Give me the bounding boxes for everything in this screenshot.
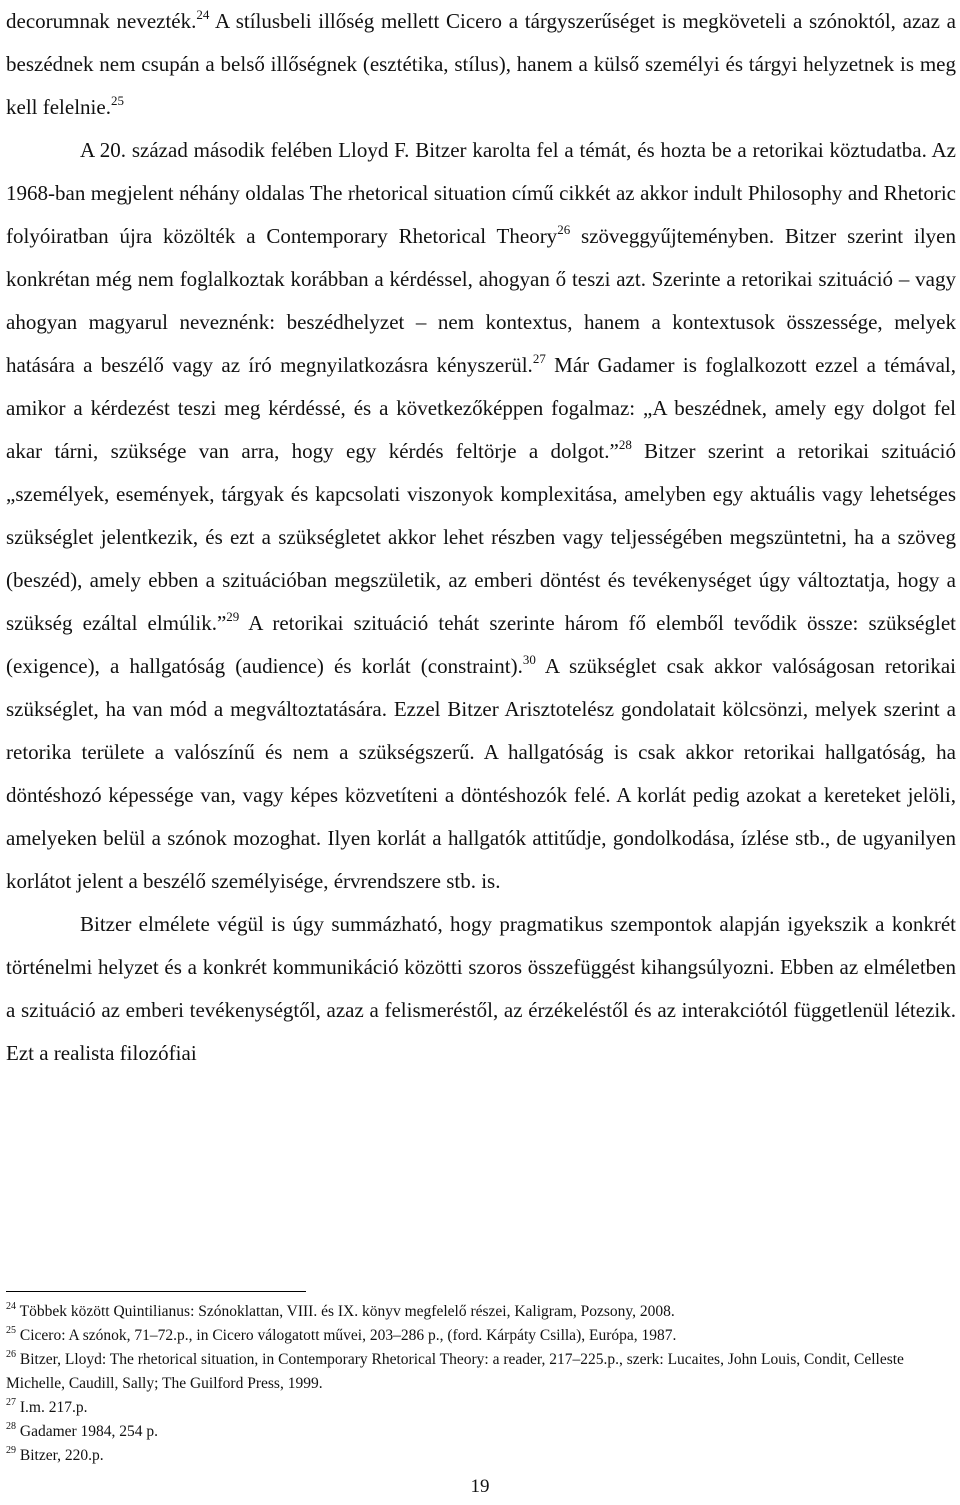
footnote: [6, 1300, 956, 1324]
paragraph-text: szöveggyűjteményben. Bitzer szerint ilyen konkrétan még nem foglalkoztak korábban a kérdéssel, ahogyan ő teszi azt. Szerinte a retorikai szituáció – vagy ahogyan magyarul neveznénk: beszédhelyzet – nem kontextus, hanem a kontextusok összessége, melyek hatására a beszélő vagy az író megnyilatkozásra kényszerül.: [6, 224, 956, 377]
paragraph: [6, 129, 956, 903]
paragraph-text: A 20. század második felében Lloyd F. Bitzer karolta fel a témát, és hozta be a retorikai köztudatba. Az 1968-ban megjelent néhány oldalas The rhetorical situation című cikkét az akkor indult Philosophy and Rhetoric folyóiratban újra közölték a Contemporary Rhetorical Theory: [6, 138, 956, 248]
footnote-reference: 24: [196, 7, 210, 22]
footnote-reference: 29: [226, 609, 240, 624]
paragraph-text: decorumnak nevezték.: [6, 9, 197, 33]
paragraph-text: A retorikai szituáció tehát szerinte három fő elemből tevődik össze: szükséglet (exigence), a hallgatóság (audience) és korlát (constraint).: [6, 611, 956, 678]
footnote-reference: 26: [557, 222, 571, 237]
page-number: 19: [470, 1476, 490, 1497]
footnote-number: 25: [6, 1324, 16, 1336]
footnote-reference: 28: [618, 437, 632, 452]
paragraph-text: Bitzer szerint a retorikai szituáció „személyek, események, tárgyak és kapcsolati viszonyok komplexitása, amelyben egy aktuális vagy lehetséges szükséglet jelentkezik, és ezt a szükségletet akkor lehet részben vagy teljességében megszüntetni, ha a szöveg (beszéd), amely ebben a szituációban megszületik, az emberi döntést és tevékenységet úgy változtatja, hogy a szükség ezáltal elmúlik.”: [6, 439, 956, 635]
footnote-reference: 30: [522, 652, 536, 667]
footnote: [6, 1396, 956, 1420]
footnote: [6, 1444, 956, 1468]
footnote-text: Bitzer, 220.p.: [19, 1447, 104, 1464]
footnote-reference: 27: [532, 351, 546, 366]
footnote: [6, 1420, 956, 1444]
footnote: [6, 1324, 956, 1348]
footnote: [6, 1348, 956, 1396]
paragraph: [6, 903, 956, 1075]
paragraph-text: Már Gadamer is foglalkozott ezzel a témával, amikor a kérdezést teszi meg kérdéssé, és a következőképpen fogalmaz: „A beszédnek, amely egy dolgot fel akar tárni, szüksége van arra, hogy egy kérdés feltörje a dolgot.”: [6, 353, 957, 463]
footnote-reference: 25: [110, 93, 124, 108]
footnote-text: Bitzer, Lloyd: The rhetorical situation, in Contemporary Rhetorical Theory: a reader, 217–225.p., szerk: Lucaites, John Louis, Condit, Celleste Michelle, Caudill, Sally; The Guilford Press, 1999.: [6, 1351, 904, 1392]
footnote-number: 24: [6, 1300, 16, 1312]
footnote-number: 29: [6, 1444, 16, 1456]
footnote-number: 28: [6, 1420, 16, 1432]
footnote-text: I.m. 217.p.: [19, 1399, 88, 1416]
footnote-number: 26: [6, 1348, 16, 1360]
footnote-text: Cicero: A szónok, 71–72.p., in Cicero válogatott művei, 203–286 p., (ford. Kárpáty Csilla), Európa, 1987.: [19, 1327, 677, 1344]
footnotes: [6, 1300, 956, 1468]
paragraph: [6, 0, 956, 129]
footnote-number: 27: [6, 1396, 16, 1408]
footnote-separator: [6, 1291, 306, 1292]
paragraph-text: Bitzer elmélete végül is úgy summázható, hogy pragmatikus szempontok alapján igyekszik a konkrét történelmi helyzet és a konkrét kommunikáció közötti szoros összefüggést kihangsúlyozni. Ebben az elméletben a szituáció az emberi tevékenységtől, azaz a felismeréstől, az érzékeléstől és az interakciótól függetlenül létezik. Ezt a realista filozófiai: [6, 912, 956, 1065]
paragraph-text: A szükséglet csak akkor valóságosan retorikai szükséglet, ha van mód a megváltoztatására. Ezzel Bitzer Arisztotelész gondolatait kölcsönzi, melyek szerint a retorika területe a valószínű és nem a szükségszerű. A hallgatóság is csak akkor retorikai hallgatóság, ha döntéshozó képessége van, vagy képes közvetíteni a döntéshozók felé. A korlát pedig azokat a kereteket jelöli, amelyeken belül a szónok mozoghat. Ilyen korlát a hallgatók attitűdje, gondolkodása, ízlése stb., de ugyanilyen korlátot jelent a beszélő személyisége, érvrendszere stb. is.: [6, 654, 956, 893]
footnote-text: Gadamer 1984, 254 p.: [19, 1423, 159, 1440]
body-text: [6, 0, 956, 1075]
paragraph-text: A stílusbeli illőség mellett Cicero a tárgyszerűséget is megköveteli a szónoktól, azaz a beszédnek nem csupán a belső illőségnek (esztétika, stílus), hanem a külső személyi és tárgyi helyzetnek is meg kell felelnie.: [6, 9, 956, 119]
footnote-text: Többek között Quintilianus: Szónoklattan, VIII. és IX. könyv megfelelő részei, Kaligram, Pozsony, 2008.: [19, 1303, 675, 1320]
